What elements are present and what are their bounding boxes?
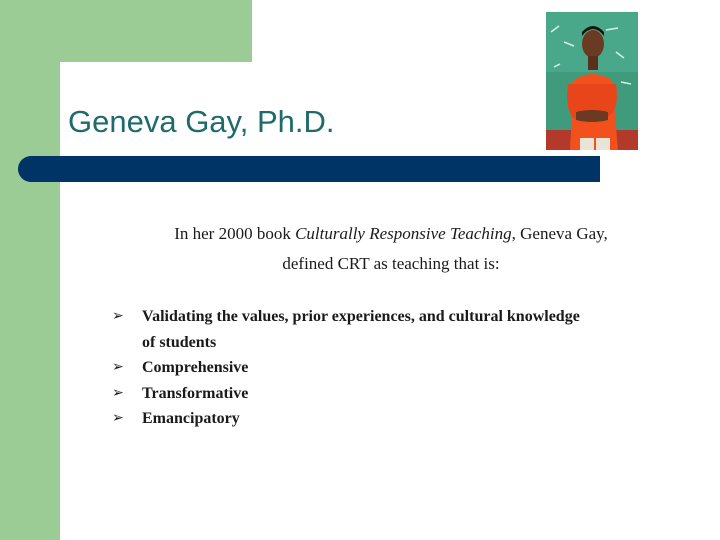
intro-text-line2: defined CRT as teaching that is: [282, 254, 500, 273]
title-underline-bar [18, 156, 600, 182]
top-green-block [0, 0, 252, 62]
arrow-bullet-icon: ➢ [112, 308, 124, 324]
slide-title: Geneva Gay, Ph.D. [68, 104, 335, 139]
list-item [112, 355, 582, 381]
crt-bullet-list [112, 304, 582, 432]
intro-text-start: In her 2000 book [174, 224, 296, 243]
left-green-band [0, 0, 60, 540]
list-item-text: Emancipatory [142, 410, 240, 427]
arrow-bullet-icon: ➢ [112, 359, 124, 375]
book-title: Culturally Responsive Teaching [295, 224, 512, 243]
intro-paragraph [118, 219, 664, 279]
list-item-text: Transformative [142, 384, 249, 402]
list-item [112, 406, 582, 432]
list-item [112, 304, 582, 355]
list-item-text: Comprehensive [142, 359, 249, 376]
intro-text-end: , Geneva Gay, [511, 224, 608, 243]
list-item [112, 381, 582, 407]
arrow-bullet-icon: ➢ [112, 384, 124, 401]
teacher-photo [546, 12, 638, 150]
arrow-bullet-icon: ➢ [112, 410, 124, 426]
list-item-text: Validating the values, prior experiences, and cultural knowledge of students [142, 308, 580, 351]
